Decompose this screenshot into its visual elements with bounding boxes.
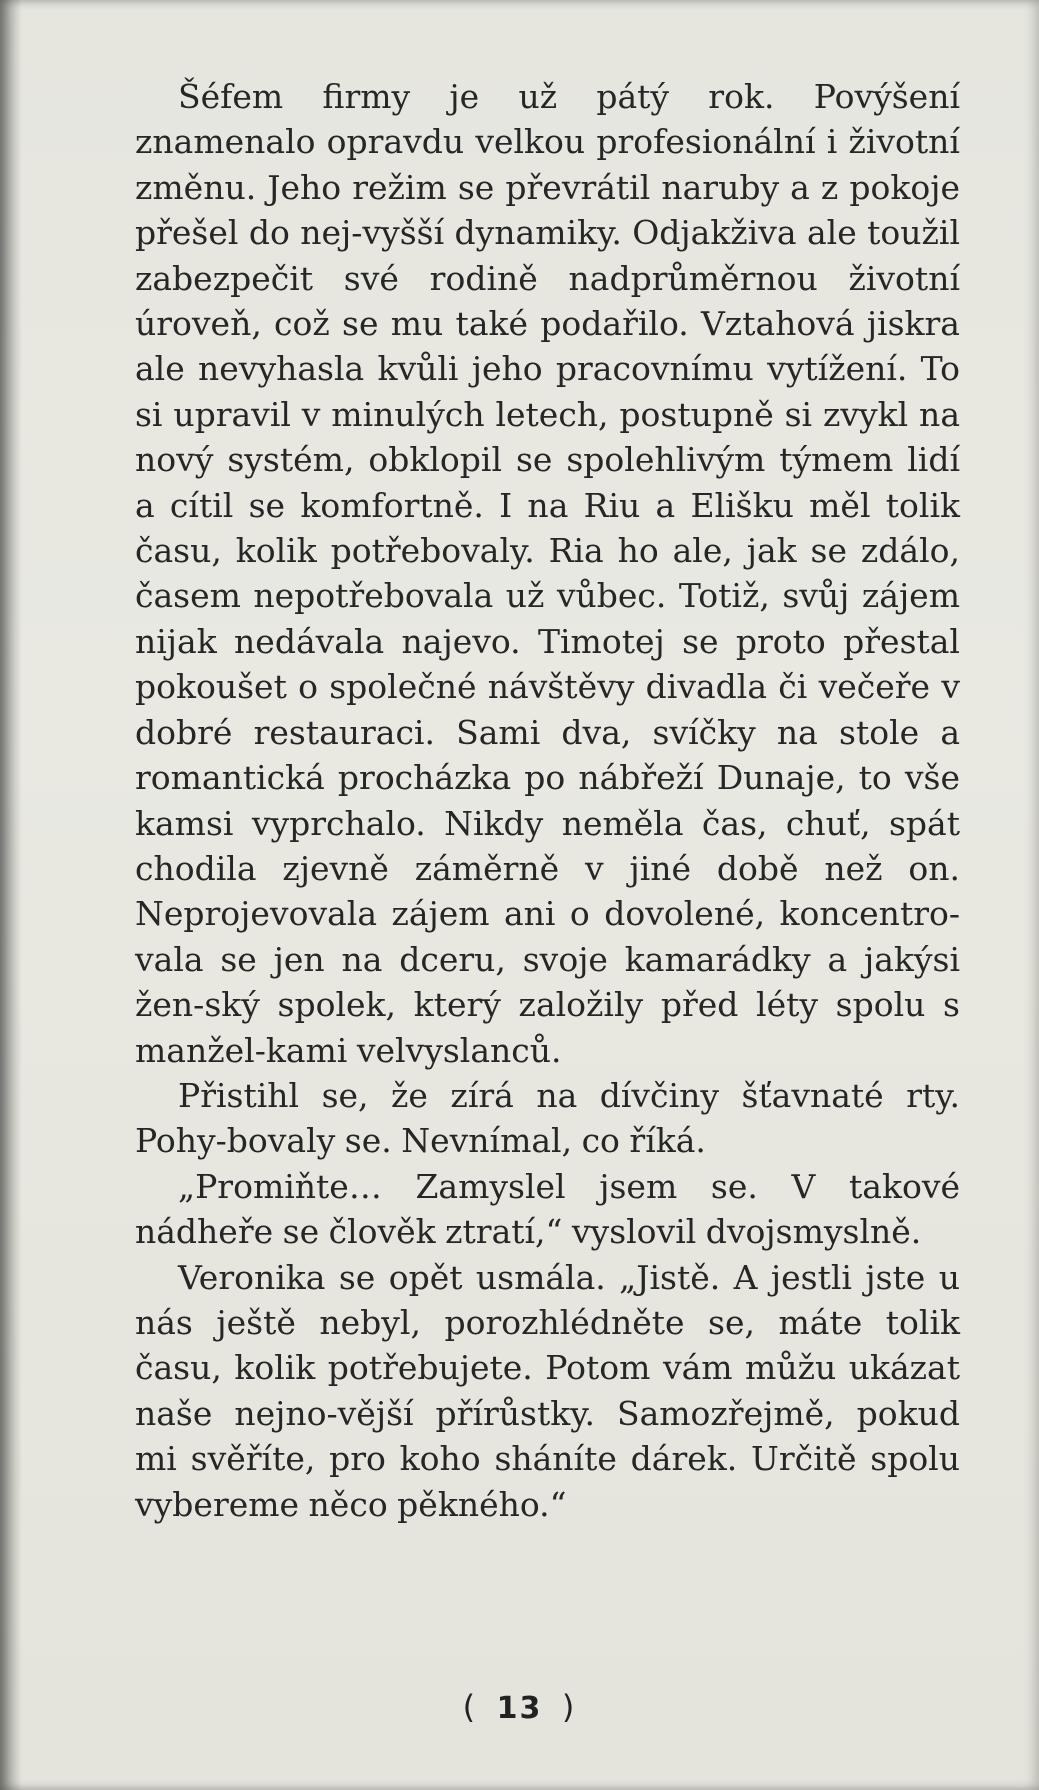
body-text bbox=[135, 74, 960, 1527]
paragraph-2: Přistihl se, že zírá na dívčiny šťavnaté rty. Pohy-bovaly se. Nevnímal, co říká. bbox=[135, 1075, 960, 1161]
page-number-open-paren: ( bbox=[462, 1688, 478, 1726]
page-number-close-paren: ) bbox=[561, 1688, 577, 1726]
paragraph-4: Veronika se opět usmála. „Jistě. A jestli jste u nás ještě nebyl, porozhlédněte se, máte tolik času, kolik potřebujete. Potom vám můžu ukázat naše nejno-vější přírůstky. Samozřejmě, pokud mi svěříte, pro koho sháníte dárek. Určitě spolu vybereme něco pěkného.“ bbox=[135, 1257, 960, 1524]
spine-shadow bbox=[0, 0, 22, 1790]
page-number-value: 13 bbox=[496, 1691, 543, 1726]
paragraph-1: Šéfem firmy je už pátý rok. Povýšení znamenalo opravdu velkou profesionální i životní změnu. Jeho režim se převrátil naruby a z pokoje přešel do nej-vyšší dynamiky. Odjakživa ale toužil zabezpečit své rodině nadprůměrnou životní úroveň, což se mu také podařilo. Vztahová jiskra ale nevyhasla kvůli jeho pracovnímu vytížení. To si upravil v minulých letech, postupně si zvykl na nový systém, obklopil se spolehlivým týmem lidí a cítil se komfortně. I na Riu a Elišku měl tolik času, kolik potřebovaly. Ria ho ale, jak se zdálo, časem nepotřebovala už vůbec. Totiž, svůj zájem nijak nedávala najevo. Timotej se proto přestal pokoušet o společné návštěvy divadla či večeře v dobré restauraci. Sami dva, svíčky na stole a romantická procházka po nábřeží Dunaje, to vše kamsi vyprchalo. Nikdy neměla čas, chuť, spát chodila zjevně záměrně v jiné době než on. Neprojevovala zájem ani o dovolené, koncentro-vala se jen na dceru, svoje kamarádky a jakýsi žen-ský spolek, který založily před léty spolu s manžel-kami velvyslanců. bbox=[135, 77, 960, 1070]
page-number bbox=[0, 1688, 1039, 1726]
paragraph-3: „Promiňte… Zamyslel jsem se. V takové nádheře se člověk ztratí,“ vyslovil dvojsmyslně. bbox=[135, 1166, 960, 1252]
